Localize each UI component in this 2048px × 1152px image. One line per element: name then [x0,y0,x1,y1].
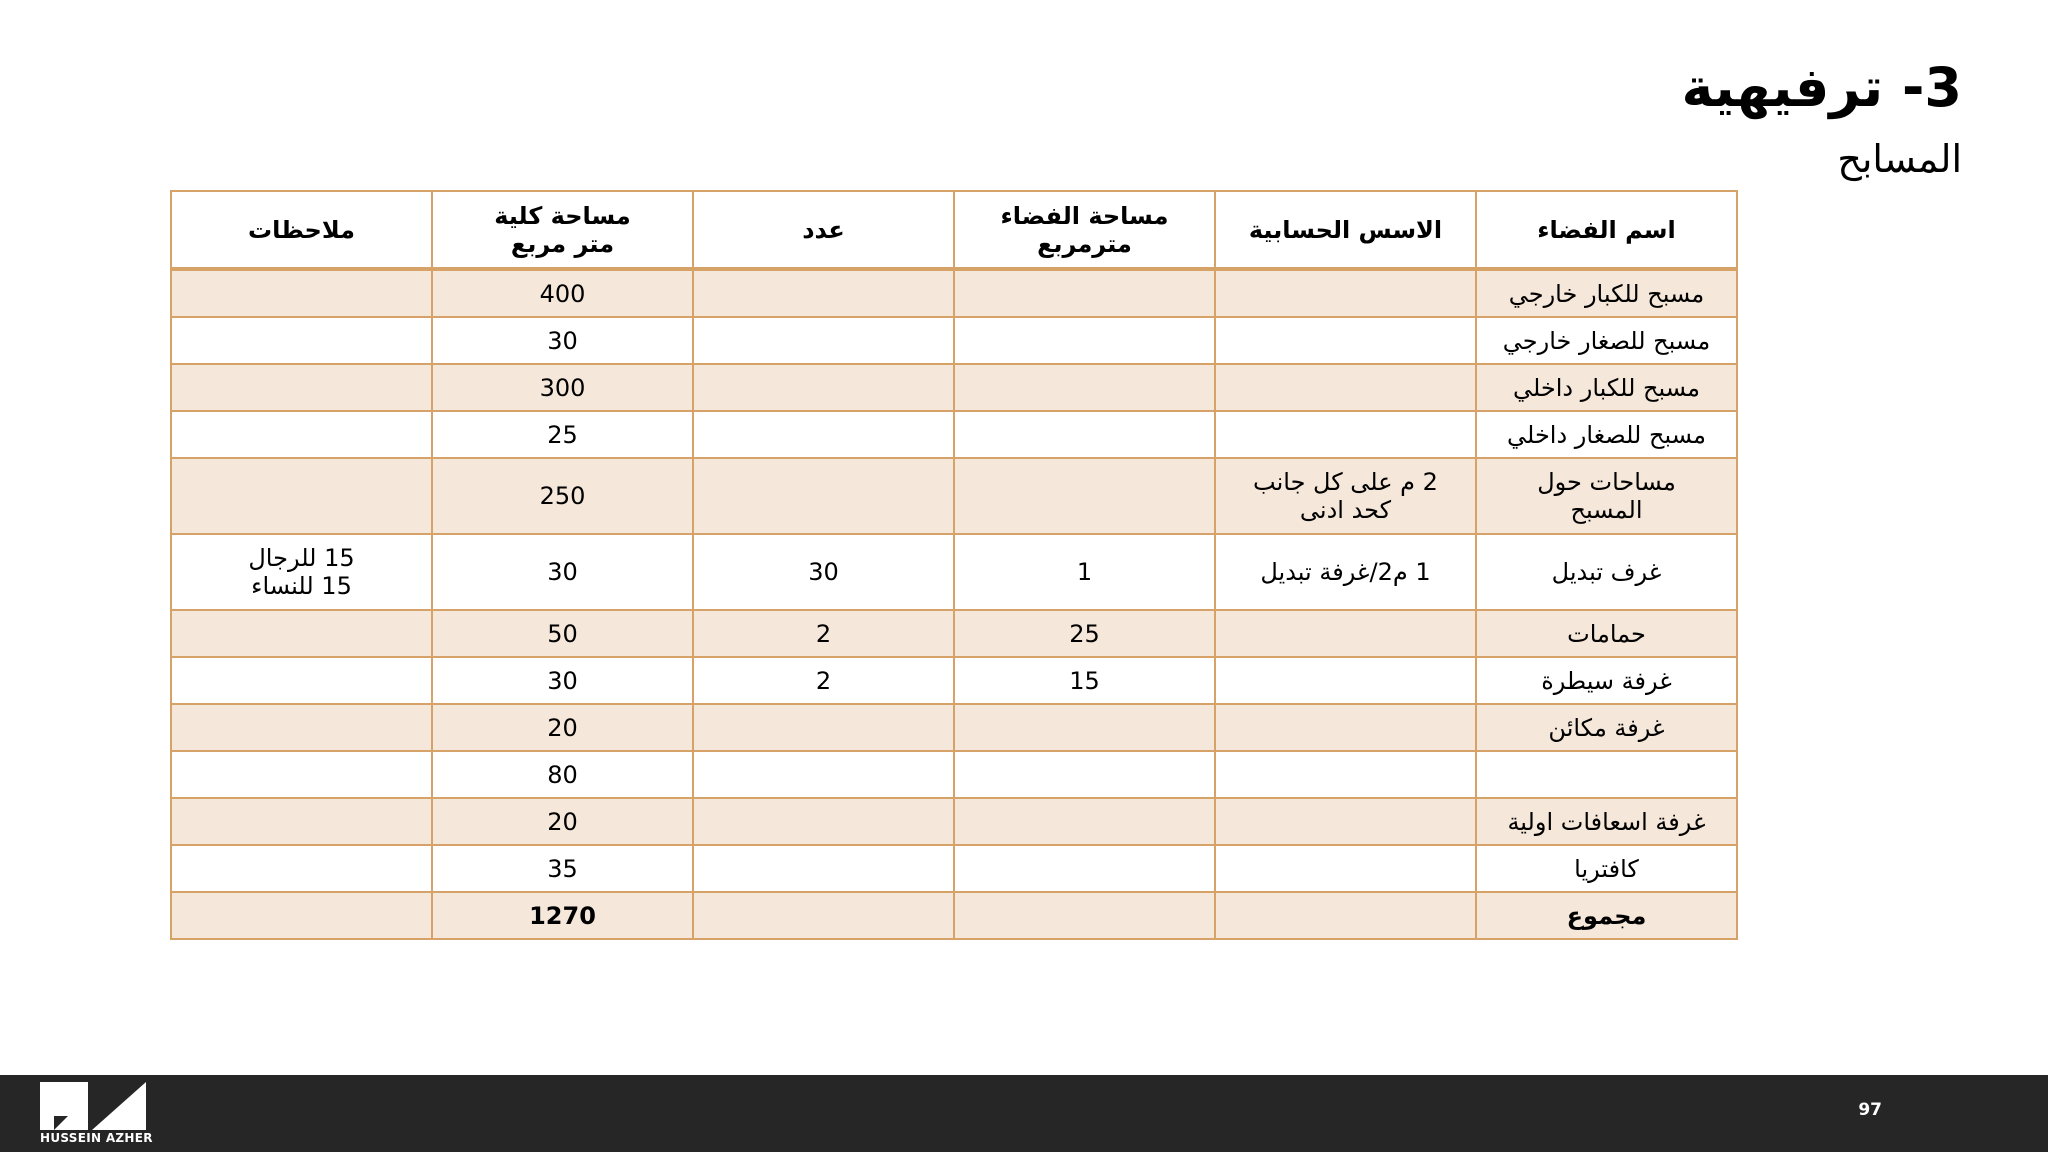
cell-space-name: مسبح للكبار خارجي [1476,269,1737,317]
cell-total-area: 50 [432,610,693,657]
cell-count [693,751,954,798]
cell-total-area: 25 [432,411,693,458]
table-row [171,704,1737,751]
cell-total-area: 20 [432,704,693,751]
table-row [171,845,1737,892]
cell-count: 30 [693,534,954,610]
cell-space-area [954,704,1215,751]
table-row [171,411,1737,458]
cell-count [693,845,954,892]
cell-total-area: 30 [432,317,693,364]
footer-bar [0,1075,2048,1152]
cell-calculation-basis [1215,892,1476,939]
table-row [171,657,1737,704]
cell-space-area: 1 [954,534,1215,610]
cell-space-name: مسبح للصغار داخلي [1476,411,1737,458]
cell-total-area: 80 [432,751,693,798]
cell-space-area [954,751,1215,798]
table-row [171,610,1737,657]
cell-count [693,364,954,411]
cell-calculation-basis [1215,657,1476,704]
table-row [171,317,1737,364]
cell-space-name: مسبح للصغار خارجي [1476,317,1737,364]
cell-notes [171,317,432,364]
table-row [171,751,1737,798]
cell-total-area: 250 [432,458,693,534]
cell-notes [171,269,432,317]
cell-space-name: غرفة سيطرة [1476,657,1737,704]
table-total-row [171,892,1737,939]
cell-count [693,798,954,845]
cell-space-area [954,798,1215,845]
cell-space-area [954,269,1215,317]
cell-calculation-basis [1215,364,1476,411]
header-total-area: مساحة كلية متر مربع [432,191,693,269]
cell-count [693,269,954,317]
cell-space-name: مساحات حول المسبح [1476,458,1737,534]
cell-notes [171,751,432,798]
cell-space-name: غرفة مكائن [1476,704,1737,751]
cell-count [693,458,954,534]
cell-notes [171,458,432,534]
brand-name: HUSSEIN AZHER [40,1131,153,1145]
cell-notes [171,610,432,657]
cell-count [693,317,954,364]
cell-space-area [954,845,1215,892]
section-subtitle: المسابح [1837,137,1962,181]
cell-notes [171,704,432,751]
cell-space-name: مسبح للكبار داخلي [1476,364,1737,411]
cell-space-name: كافتريا [1476,845,1737,892]
cell-notes: 15 للرجال 15 للنساء [171,534,432,610]
header-calculation-basis: الاسس الحسابية [1215,191,1476,269]
cell-total-area: 30 [432,657,693,704]
cell-calculation-basis [1215,269,1476,317]
cell-space-area [954,411,1215,458]
cell-count [693,411,954,458]
cell-count: 2 [693,657,954,704]
cell-notes [171,845,432,892]
cell-notes [171,364,432,411]
cell-calculation-basis [1215,798,1476,845]
cell-total-area: 20 [432,798,693,845]
cell-space-area [954,892,1215,939]
cell-space-area: 15 [954,657,1215,704]
cell-space-name: غرفة اسعافات اولية [1476,798,1737,845]
cell-notes [171,411,432,458]
cell-total-area: 400 [432,269,693,317]
cell-count: 2 [693,610,954,657]
cell-notes [171,892,432,939]
cell-total-area: 300 [432,364,693,411]
header-notes: ملاحظات [171,191,432,269]
header-space-area: مساحة الفضاء مترمربع [954,191,1215,269]
cell-calculation-basis: 1 م2/غرفة تبديل [1215,534,1476,610]
table-row [171,534,1737,610]
cell-space-name: غرف تبديل [1476,534,1737,610]
cell-calculation-basis [1215,751,1476,798]
cell-calculation-basis: 2 م على كل جانب كحد ادنى [1215,458,1476,534]
cell-calculation-basis [1215,317,1476,364]
cell-calculation-basis [1215,845,1476,892]
page-number: 97 [1858,1100,1882,1120]
table-row [171,364,1737,411]
cell-space-area [954,364,1215,411]
cell-notes [171,798,432,845]
cell-calculation-basis [1215,610,1476,657]
cell-space-name: مجموع [1476,892,1737,939]
cell-count [693,704,954,751]
cell-total-area: 1270 [432,892,693,939]
cell-total-area: 30 [432,534,693,610]
table-row [171,269,1737,317]
cell-space-name: حمامات [1476,610,1737,657]
cell-calculation-basis [1215,704,1476,751]
table-row [171,798,1737,845]
cell-space-area [954,458,1215,534]
cell-space-area: 25 [954,610,1215,657]
header-space-name: اسم الفضاء [1476,191,1737,269]
cell-total-area: 35 [432,845,693,892]
page-title: 3- ترفيهية [1681,56,1962,119]
cell-notes [171,657,432,704]
cell-calculation-basis [1215,411,1476,458]
table-row [171,458,1737,534]
spaces-table [170,190,1738,940]
table-header-row [171,191,1737,269]
header-count: عدد [693,191,954,269]
cell-count [693,892,954,939]
cell-space-name [1476,751,1737,798]
cell-space-area [954,317,1215,364]
